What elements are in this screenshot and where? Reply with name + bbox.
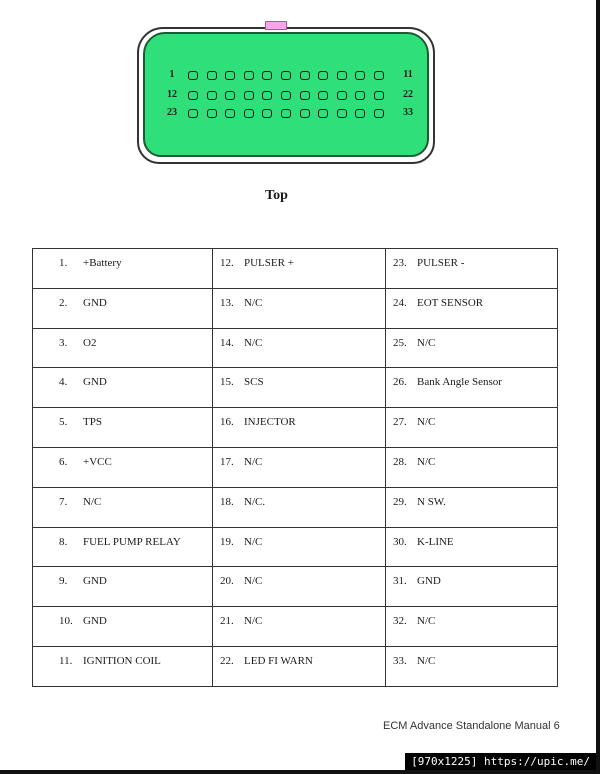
pin-function: PULSER + — [244, 257, 294, 269]
pin-function: IGNITION COIL — [83, 654, 161, 667]
connector-pin — [337, 71, 347, 80]
connector-pin — [355, 91, 365, 100]
pin-cell — [33, 487, 213, 527]
pin-number: 3. — [59, 336, 68, 349]
pin-cell — [33, 249, 213, 289]
connector-pin — [207, 91, 217, 100]
connector-pin — [374, 109, 384, 118]
pin-function: GND — [83, 296, 107, 309]
pin-number: 32. — [393, 615, 407, 628]
pin-cell — [213, 646, 386, 686]
pin-function: N/C — [244, 575, 263, 588]
connector-face — [143, 32, 429, 157]
connector-pin — [225, 71, 235, 80]
pin-number: 22. — [220, 654, 234, 667]
pin-function: PULSER - — [417, 257, 465, 269]
pin-function: N/C — [417, 416, 436, 429]
pin-cell — [386, 527, 558, 567]
pin-cell — [386, 447, 558, 487]
pin-cell — [33, 607, 213, 647]
pin-row-end-label: 22 — [403, 89, 413, 100]
pin-function: O2 — [83, 336, 97, 349]
pin-row-end-label: 33 — [403, 107, 413, 118]
pin-function: EOT SENSOR — [417, 296, 484, 309]
pin-row-start-label: 1 — [169, 69, 175, 80]
connector-pin — [318, 71, 328, 80]
pin-cell — [33, 527, 213, 567]
pin-function: GND — [83, 376, 107, 389]
pin-function: N/C — [244, 296, 263, 309]
pin-function: N/C — [417, 336, 436, 349]
pin-number: 5. — [59, 416, 68, 429]
pin-cell — [213, 447, 386, 487]
pin-number: 29. — [393, 495, 407, 508]
connector-pin — [300, 71, 310, 80]
connector-pin — [281, 109, 291, 118]
pin-function: +Battery — [83, 257, 122, 269]
pin-cell — [213, 368, 386, 408]
pin-cell — [213, 527, 386, 567]
connector-pin — [225, 109, 235, 118]
connector-pin — [318, 109, 328, 118]
connector-pin — [355, 71, 365, 80]
pin-cell — [33, 328, 213, 368]
connector-pin — [207, 109, 217, 118]
connector-pin — [244, 91, 254, 100]
pin-number: 20. — [220, 575, 234, 588]
pin-number: 10. — [59, 615, 73, 628]
pin-number: 12. — [220, 257, 234, 269]
pin-number: 16. — [220, 416, 234, 429]
pin-number: 24. — [393, 296, 407, 309]
pin-cell — [386, 646, 558, 686]
pin-function: GND — [417, 575, 441, 588]
pin-cell — [213, 249, 386, 289]
connector-pin — [188, 109, 198, 118]
pin-function: N/C — [244, 455, 263, 468]
table-row — [33, 408, 558, 448]
pin-function: N/C — [244, 336, 263, 349]
pin-row-2 — [145, 88, 431, 104]
pin-cell — [213, 487, 386, 527]
pin-cell — [386, 288, 558, 328]
pin-number: 31. — [393, 575, 407, 588]
pin-cell — [386, 487, 558, 527]
pin-number: 9. — [59, 575, 68, 588]
table-row — [33, 288, 558, 328]
pin-function: INJECTOR — [244, 416, 296, 429]
connector-pin — [262, 109, 272, 118]
table-row — [33, 487, 558, 527]
pin-function: N/C — [417, 654, 436, 667]
connector-pin — [300, 109, 310, 118]
pin-cell — [33, 567, 213, 607]
pin-cell — [386, 607, 558, 647]
pin-row-1 — [145, 68, 431, 84]
pinout-table — [32, 248, 558, 687]
pin-number: 6. — [59, 455, 68, 468]
pin-row-start-label: 23 — [167, 107, 177, 118]
connector-pin — [188, 91, 198, 100]
pin-cell — [386, 249, 558, 289]
connector-pin — [225, 91, 235, 100]
connector-pin — [337, 109, 347, 118]
connector-pin — [318, 91, 328, 100]
pin-number: 17. — [220, 455, 234, 468]
pin-function: K-LINE — [417, 535, 454, 548]
pin-function: N/C — [83, 495, 102, 508]
connector-pin — [207, 71, 217, 80]
connector-pin — [374, 71, 384, 80]
pin-number: 26. — [393, 376, 407, 389]
pin-number: 23. — [393, 257, 407, 269]
pin-number: 21. — [220, 615, 234, 628]
table-row — [33, 567, 558, 607]
connector-pin — [355, 109, 365, 118]
pin-function: SCS — [244, 376, 264, 389]
connector-pin — [262, 91, 272, 100]
pin-number: 33. — [393, 654, 407, 667]
connector-pin — [188, 71, 198, 80]
pin-cell — [33, 408, 213, 448]
pin-number: 15. — [220, 376, 234, 389]
pin-cell — [33, 447, 213, 487]
pin-number: 27. — [393, 416, 407, 429]
pin-cell — [213, 408, 386, 448]
connector-pin — [281, 91, 291, 100]
pin-cell — [213, 567, 386, 607]
pin-number: 13. — [220, 296, 234, 309]
pin-cell — [213, 288, 386, 328]
pin-cell — [213, 328, 386, 368]
pin-cell — [386, 328, 558, 368]
pin-cell — [386, 567, 558, 607]
pin-number: 14. — [220, 336, 234, 349]
table-row — [33, 249, 558, 289]
pin-function: N/C — [244, 535, 263, 548]
pin-number: 30. — [393, 535, 407, 548]
pin-cell — [33, 288, 213, 328]
table-row — [33, 368, 558, 408]
pin-cell — [386, 408, 558, 448]
pin-function: Bank Angle Sensor — [417, 376, 502, 389]
pin-function: N/C — [417, 615, 436, 628]
table-row — [33, 527, 558, 567]
connector-caption: Top — [265, 188, 288, 203]
pin-row-start-label: 12 — [167, 89, 177, 100]
pin-function: FUEL PUMP RELAY — [83, 535, 181, 548]
pin-function: N/C — [244, 615, 263, 628]
table-row — [33, 646, 558, 686]
pin-cell — [33, 368, 213, 408]
connector-pin — [300, 91, 310, 100]
pin-cell — [33, 646, 213, 686]
table-row — [33, 328, 558, 368]
connector-pin — [244, 71, 254, 80]
pin-cell — [213, 607, 386, 647]
pin-cell — [386, 368, 558, 408]
image-watermark: [970x1225] https://upic.me/ — [405, 753, 596, 770]
pin-function: +VCC — [83, 455, 112, 468]
pin-number: 11. — [59, 654, 73, 667]
page-footer: ECM Advance Standalone Manual 6 — [383, 720, 560, 732]
connector-pin — [262, 71, 272, 80]
pin-function: LED FI WARN — [244, 654, 313, 667]
pin-function: TPS — [83, 416, 102, 429]
pin-row-3 — [145, 106, 431, 122]
connector-pin — [281, 71, 291, 80]
pin-function: N SW. — [417, 495, 446, 508]
pin-function: N/C. — [244, 495, 266, 508]
connector-key-tab — [265, 21, 287, 30]
pin-function: GND — [83, 575, 107, 588]
pin-number: 7. — [59, 495, 68, 508]
pin-number: 2. — [59, 296, 68, 309]
connector-pin — [374, 91, 384, 100]
table-row — [33, 607, 558, 647]
pin-function: GND — [83, 615, 107, 628]
pin-function: N/C — [417, 455, 436, 468]
pin-number: 25. — [393, 336, 407, 349]
pin-number: 19. — [220, 535, 234, 548]
pin-number: 1. — [59, 257, 68, 269]
pin-number: 4. — [59, 376, 68, 389]
pin-number: 28. — [393, 455, 407, 468]
pin-number: 18. — [220, 495, 234, 508]
pin-number: 8. — [59, 535, 68, 548]
connector-pin — [244, 109, 254, 118]
pin-row-end-label: 11 — [403, 69, 413, 80]
table-row — [33, 447, 558, 487]
connector-pin — [337, 91, 347, 100]
